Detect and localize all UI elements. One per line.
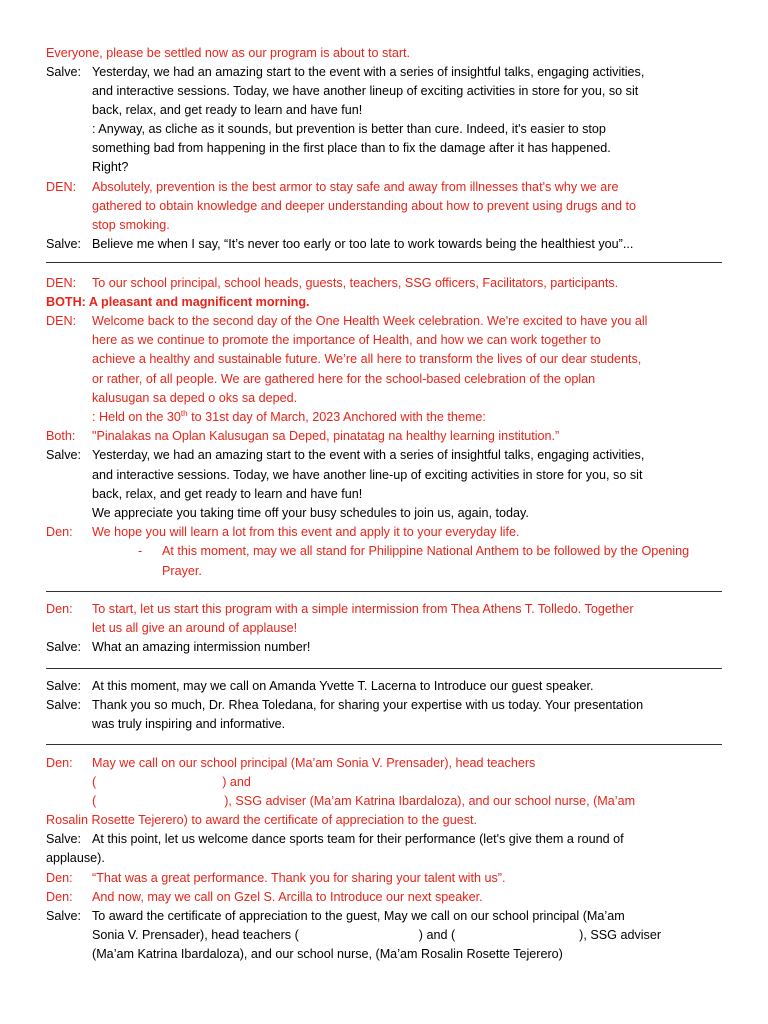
dialogue-text: Sonia V. Prensader), head teachers ( ) and ( ), SSG adviser xyxy=(92,928,662,942)
speaker-label: DEN: xyxy=(46,180,77,194)
dialogue-text: ( ), SSG adviser (Ma’am Katrina Ibardaloza), and our school nurse, (Ma’am xyxy=(92,794,636,808)
speaker-label: Salve: xyxy=(46,65,82,79)
dialogue-text: Yesterday, we had an amazing start to the event with a series of insightful talks, engaging activities, xyxy=(92,448,645,462)
speaker-label: Den: xyxy=(46,890,73,904)
speaker-label: Salve: xyxy=(46,679,82,693)
dialogue-text: Rosalin Rosette Tejerero) to award the certificate of appreciation to the guest. xyxy=(46,813,477,827)
dialogue-text: gathered to obtain knowledge and deeper understanding about how to prevent using drugs and to xyxy=(92,199,637,213)
bullet-dash: - xyxy=(138,544,143,558)
intro-line: Everyone, please be settled now as our program is about to start. xyxy=(46,46,411,60)
dialogue-text: back, relax, and get ready to learn and have fun! xyxy=(92,103,363,117)
dialogue-text: "Pinalakas na Oplan Kalusugan sa Deped, pinatatag na healthy learning institution.” xyxy=(92,429,560,443)
dialogue-text: back, relax, and get ready to learn and have fun! xyxy=(92,487,363,501)
dialogue-text: and interactive sessions. Today, we have another lineup of exciting activities in store for you, so sit xyxy=(92,84,639,98)
speaker-label: Den: xyxy=(46,602,73,616)
dialogue-text: stop smoking. xyxy=(92,218,170,232)
dialogue-text: something bad from happening in the first place than to fix the damage after it has happened. xyxy=(92,141,611,155)
dialogue-text: To start, let us start this program with a simple intermission from Thea Athens T. Tolledo. Together xyxy=(92,602,634,616)
dialogue-text: here as we continue to promote the importance of Health, and how we can work together to xyxy=(92,333,601,347)
speaker-label: Salve: xyxy=(46,909,82,923)
dialogue-text: : Anyway, as cliche as it sounds, but prevention is better than cure. Indeed, it's easier to stop xyxy=(92,122,606,136)
speaker-label: DEN: xyxy=(46,276,77,290)
speaker-label: Den: xyxy=(46,525,73,539)
dialogue-text: let us all give an around of applause! xyxy=(92,621,298,635)
speaker-label: Salve: xyxy=(46,698,82,712)
dialogue-text: To award the certificate of appreciation to the guest, May we call on our school principal (Ma’am xyxy=(92,909,625,923)
section-divider xyxy=(46,262,722,263)
dialogue-text: Welcome back to the second day of the One Health Week celebration. We're excited to have you all xyxy=(92,314,648,328)
speaker-label: DEN: xyxy=(46,314,77,328)
both-dialogue: BOTH: A pleasant and magnificent morning. xyxy=(46,295,310,309)
dialogue-text: We hope you will learn a lot from this event and apply it to your everyday life. xyxy=(92,525,520,539)
dialogue-text: Absolutely, prevention is the best armor to stay safe and away from illnesses that's why we are xyxy=(92,180,619,194)
section-divider xyxy=(46,668,722,669)
dialogue-text: Right? xyxy=(92,160,129,174)
speaker-label: Salve: xyxy=(46,640,82,654)
speaker-label: Den: xyxy=(46,871,73,885)
dialogue-text: kalusugan sa deped o oks sa deped. xyxy=(92,391,298,405)
speaker-label: Salve: xyxy=(46,832,82,846)
dialogue-text: Yesterday, we had an amazing start to the event with a series of insightful talks, engaging activities, xyxy=(92,65,645,79)
dialogue-text: And now, may we call on Gzel S. Arcilla to Introduce our next speaker. xyxy=(92,890,483,904)
section-divider xyxy=(46,591,722,592)
dialogue-text: To our school principal, school heads, guests, teachers, SSG officers, Facilitators, participants. xyxy=(92,276,619,290)
dialogue-text: “That was a great performance. Thank you for sharing your talent with us”. xyxy=(92,871,506,885)
dialogue-text: ( ) and xyxy=(92,775,251,789)
bullet-text: Prayer. xyxy=(162,564,202,578)
dialogue-text: applause). xyxy=(46,851,105,865)
dialogue-text: achieve a healthy and sustainable future. We’re all here to transform the lives of our dear students, xyxy=(92,352,642,366)
section-divider xyxy=(46,744,722,745)
speaker-label: Salve: xyxy=(46,237,82,251)
speaker-label: Both: xyxy=(46,429,76,443)
dialogue-text: was truly inspiring and informative. xyxy=(92,717,286,731)
dialogue-text: Believe me when I say, “It’s never too early or too late to work towards being the healthiest you”... xyxy=(92,237,634,251)
speaker-label: Den: xyxy=(46,756,73,770)
dialogue-text: At this moment, may we call on Amanda Yvette T. Lacerna to Introduce our guest speaker. xyxy=(92,679,594,693)
dialogue-text: We appreciate you taking time off your busy schedules to join us, again, today. xyxy=(92,506,529,520)
dialogue-text: (Ma’am Katrina Ibardaloza), and our school nurse, (Ma’am Rosalin Rosette Tejerero) xyxy=(92,947,563,961)
speaker-label: Salve: xyxy=(46,448,82,462)
dialogue-text: May we call on our school principal (Ma’am Sonia V. Prensader), head teachers xyxy=(92,756,536,770)
dialogue-text: : Held on the 30th to 31st day of March, 2023 Anchored with the theme: xyxy=(92,408,486,424)
dialogue-text: Thank you so much, Dr. Rhea Toledana, for sharing your expertise with us today. Your presentation xyxy=(92,698,644,712)
dialogue-text: At this point, let us welcome dance sports team for their performance (let's give them a round of xyxy=(92,832,624,846)
bullet-text: At this moment, may we all stand for Philippine National Anthem to be followed by the Opening xyxy=(162,544,690,558)
dialogue-text: What an amazing intermission number! xyxy=(92,640,311,654)
dialogue-text: and interactive sessions. Today, we have another line-up of exciting activities in store for you, so sit xyxy=(92,468,643,482)
dialogue-text: or rather, of all people. We are gathered here for the school-based celebration of the oplan xyxy=(92,372,596,386)
